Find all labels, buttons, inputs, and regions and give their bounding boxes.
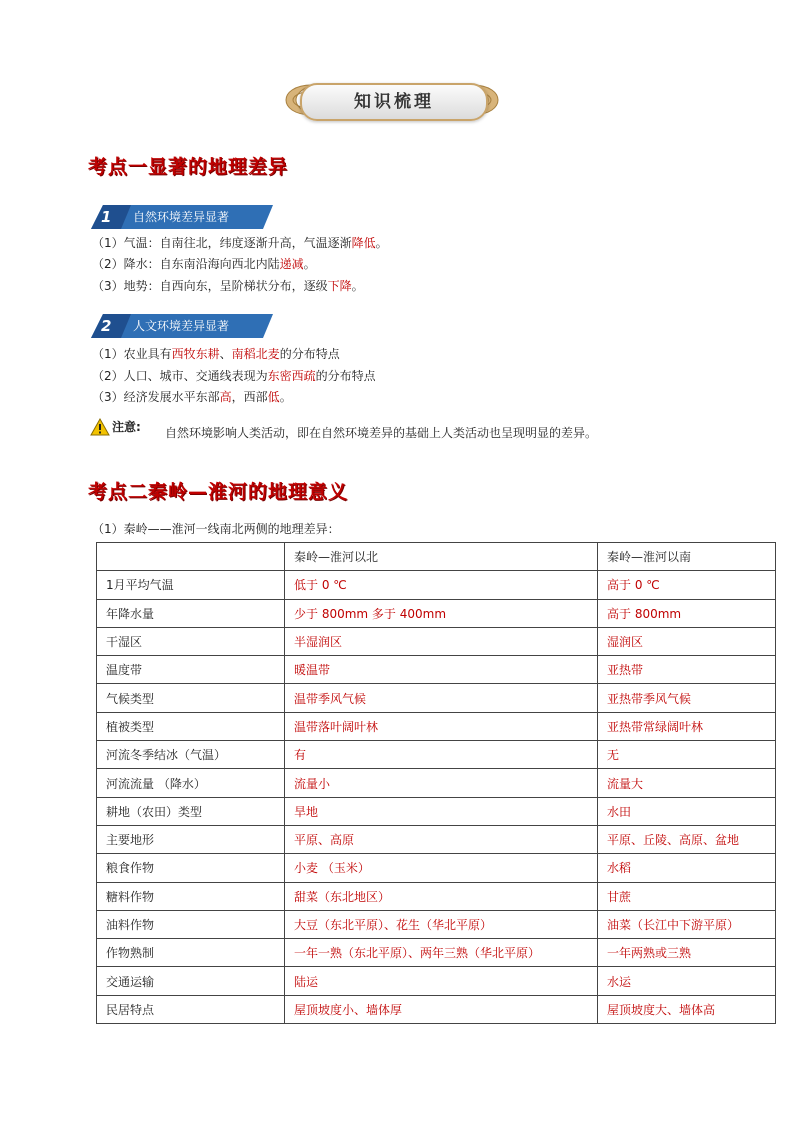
- row-label-cell: 干湿区: [97, 627, 285, 655]
- table-row: [97, 571, 776, 599]
- north-cell: 平原、高原: [285, 825, 598, 853]
- north-cell: 半湿润区: [285, 627, 598, 655]
- north-cell: 一年一熟（东北平原）、两年三熟（华北平原）: [285, 939, 598, 967]
- north-cell: 大豆（东北平原）、花生（华北平原）: [285, 910, 598, 938]
- table-row: [97, 995, 776, 1023]
- list-item: （3）地势：自西向东，呈阶梯状分布，逐级下降。: [92, 279, 364, 293]
- south-cell: 湿润区: [598, 627, 776, 655]
- north-cell: 有: [285, 741, 598, 769]
- south-cell: 油菜（长江中下游平原）: [598, 910, 776, 938]
- row-label-cell: 1月平均气温: [97, 571, 285, 599]
- row-label-cell: 民居特点: [97, 995, 285, 1023]
- list-item: （2）人口、城市、交通线表现为东密西疏的分布特点: [92, 369, 376, 383]
- table-intro: （1）秦岭——淮河一线南北两侧的地理差异：: [92, 522, 340, 536]
- north-cell: 温带季风气候: [285, 684, 598, 712]
- section-banner: [284, 77, 500, 123]
- north-cell: 甜菜（东北地区）: [285, 882, 598, 910]
- row-label-cell: 年降水量: [97, 599, 285, 627]
- south-cell: 水稻: [598, 854, 776, 882]
- row-label-cell: 粮食作物: [97, 854, 285, 882]
- section2-title: 考点二秦岭—淮河的地理意义: [88, 481, 349, 503]
- note-text: 自然环境影响人类活动，即在自然环境差异的基础上人类活动也呈现明显的差异。: [165, 426, 598, 440]
- north-cell: 陆运: [285, 967, 598, 995]
- tag-label: 自然环境差异显著: [133, 210, 230, 224]
- south-cell: 屋顶坡度大、墙体高: [598, 995, 776, 1023]
- list-item: （3）经济发展水平东部高，西部低。: [92, 390, 292, 404]
- south-cell: 流量大: [598, 769, 776, 797]
- row-label-cell: 气候类型: [97, 684, 285, 712]
- south-cell: 亚热带: [598, 656, 776, 684]
- table-row: [97, 797, 776, 825]
- row-label-cell: 植被类型: [97, 712, 285, 740]
- comparison-table: [96, 542, 776, 1024]
- north-cell: 暖温带: [285, 656, 598, 684]
- subsection-tag: [91, 205, 273, 229]
- row-label-cell: 糖料作物: [97, 882, 285, 910]
- table-row: [97, 712, 776, 740]
- table-header-cell: [97, 543, 285, 571]
- table-row: [97, 656, 776, 684]
- note-badge: [88, 417, 150, 437]
- row-label-cell: 油料作物: [97, 910, 285, 938]
- table-row: [97, 967, 776, 995]
- row-label-cell: 河流流量 （降水）: [97, 769, 285, 797]
- table-row: [97, 684, 776, 712]
- section1-title: 考点一显著的地理差异: [88, 156, 289, 178]
- south-cell: 无: [598, 741, 776, 769]
- north-cell: 温带落叶阔叶林: [285, 712, 598, 740]
- south-cell: 高于 0 ℃: [598, 571, 776, 599]
- row-label-cell: 河流冬季结冰（气温）: [97, 741, 285, 769]
- north-cell: 旱地: [285, 797, 598, 825]
- south-cell: 亚热带常绿阔叶林: [598, 712, 776, 740]
- north-cell: 低于 0 ℃: [285, 571, 598, 599]
- table-header-cell: 秦岭—淮河以北: [285, 543, 598, 571]
- subsection-tag: [91, 314, 273, 338]
- row-label-cell: 耕地（农田）类型: [97, 797, 285, 825]
- tag-number: 1: [101, 208, 112, 226]
- south-cell: 水田: [598, 797, 776, 825]
- north-cell: 小麦 （玉米）: [285, 854, 598, 882]
- south-cell: 高于 800mm: [598, 599, 776, 627]
- table-row: [97, 882, 776, 910]
- note-label: 注意:: [112, 420, 141, 434]
- table-row: [97, 825, 776, 853]
- tag-label: 人文环境差异显著: [133, 319, 230, 333]
- south-cell: 亚热带季风气候: [598, 684, 776, 712]
- table-header-cell: 秦岭—淮河以南: [598, 543, 776, 571]
- south-cell: 甘蔗: [598, 882, 776, 910]
- south-cell: 水运: [598, 967, 776, 995]
- table-row: [97, 741, 776, 769]
- list-item: （2）降水：自东南沿海向西北内陆递减。: [92, 257, 316, 271]
- row-label-cell: 交通运输: [97, 967, 285, 995]
- tag-number: 2: [101, 317, 112, 335]
- north-cell: 流量小: [285, 769, 598, 797]
- list-item: （1）气温：自南往北，纬度逐渐升高，气温逐渐降低。: [92, 236, 388, 250]
- table-row: [97, 627, 776, 655]
- row-label-cell: 主要地形: [97, 825, 285, 853]
- table-header-row: [97, 543, 776, 571]
- south-cell: 平原、丘陵、高原、盆地: [598, 825, 776, 853]
- table-row: [97, 854, 776, 882]
- row-label-cell: 作物熟制: [97, 939, 285, 967]
- table-row: [97, 599, 776, 627]
- warning-icon: [90, 418, 110, 436]
- table-row: [97, 939, 776, 967]
- north-cell: 屋顶坡度小、墙体厚: [285, 995, 598, 1023]
- list-item: （1）农业具有西牧东耕、南稻北麦的分布特点: [92, 347, 340, 361]
- table-row: [97, 769, 776, 797]
- south-cell: 一年两熟或三熟: [598, 939, 776, 967]
- table-row: [97, 910, 776, 938]
- north-cell: 少于 800mm 多于 400mm: [285, 599, 598, 627]
- banner-title: 知识梳理: [354, 92, 434, 112]
- row-label-cell: 温度带: [97, 656, 285, 684]
